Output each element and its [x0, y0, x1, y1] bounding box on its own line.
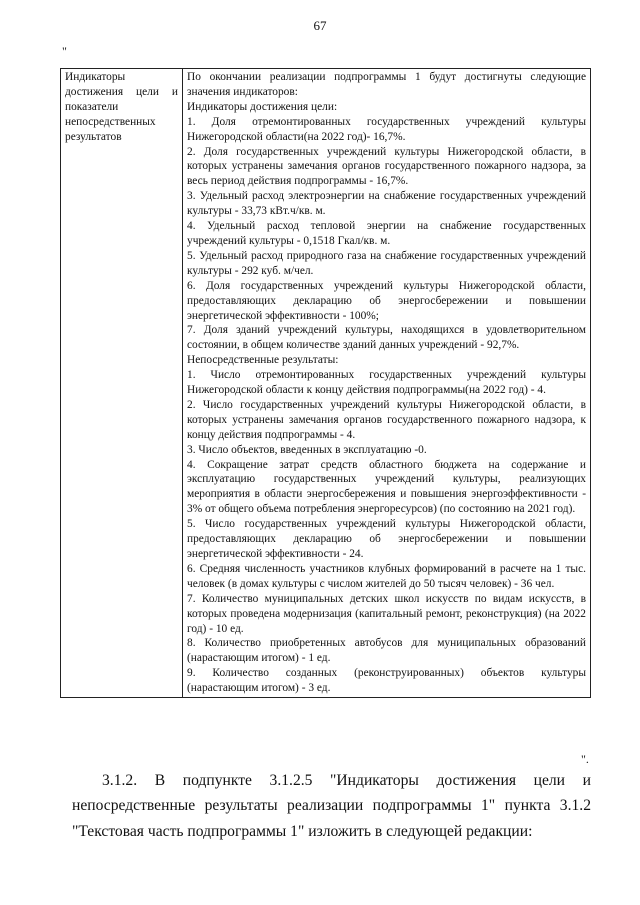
section-heading-goal-indicators: Индикаторы достижения цели: [187, 100, 338, 113]
direct-result-item: 7. Количество муниципальных детских школ искусств по видам искусств, в которых проведена модернизация (капитальный ремонт, реконструкция) (на 2022 год) - 10 ед. [187, 592, 586, 635]
direct-result-item: 8. Количество приобретенных автобусов для муниципальных образований (нарастающим итогом) - 1 ед. [187, 637, 586, 665]
goal-indicator-item: 4. Удельный расход тепловой энергии на снабжение государственных учреждений культуры - 0,1518 Гкал/кв. м. [187, 220, 586, 247]
row-content-cell [183, 69, 591, 698]
opening-quote: " [62, 44, 67, 58]
direct-result-item: 4. Сокращение затрат средств областного бюджета на содержание и эксплуатацию государственных учреждений культуры, реализующих мероприятия в области энергосбережения и повышения энергоэффективности - 3% от общего объема потребления энергоресурсов) (по состоянию на 2021 год). [187, 458, 586, 516]
goal-indicator-item: 2. Доля государственных учреждений культуры Нижегородской области, в которых устранены замечания органов государственного пожарного надзора, за весь период действия подпрограммы - 16,7%. [187, 145, 586, 188]
goal-indicator-item: 7. Доля зданий учреждений культуры, находящихся в удовлетворительном состоянии, в общем количестве зданий данных учреждений - 92,7%. [187, 324, 586, 352]
direct-result-item: 2. Число государственных учреждений культуры Нижегородской области, в которых устранены замечания органов государственного пожарного надзора, к концу действия подпрограммы - 4. [187, 398, 586, 441]
direct-result-item: 3. Число объектов, введенных в эксплуатацию -0. [187, 443, 427, 456]
indicators-table [60, 68, 591, 698]
section-heading-direct-results: Непосредственные результаты: [187, 354, 339, 367]
direct-result-item: 5. Число государственных учреждений культуры Нижегородской области, предоставляющих декларацию об энергосбережении и повышении энергетической эффективности - 24. [187, 518, 586, 560]
goal-indicator-item: 6. Доля государственных учреждений культуры Нижегородской области, предоставляющих декларацию об энергосбережении и повышении энергетической эффективности - 100%; [187, 279, 586, 322]
amendment-paragraph: 3.1.2. В подпункте 3.1.2.5 "Индикаторы достижения цели и непосредственные результаты реализации подпрограммы 1" пункта 3.1.2 "Текстовая часть подпрограммы 1" изложить в следующей редакции: [72, 772, 591, 840]
direct-result-item: 9. Количество созданных (реконструированных) объектов культуры (нарастающим итогом) - 3 ед. [187, 667, 586, 695]
goal-indicator-item: 5. Удельный расход природного газа на снабжение государственных учреждений культуры - 292 куб. м/чел. [187, 249, 586, 277]
goal-indicator-item: 1. Доля отремонтированных государственных учреждений культуры Нижегородской области(на 2022 год)- 16,7%. [187, 115, 586, 143]
closing-quote: ". [581, 752, 589, 766]
row-label-cell: Индикаторы достижения цели и показатели непосредственных результатов [61, 69, 183, 698]
intro-text: По окончании реализации подпрограммы 1 будут достигнуты следующие значения индикаторов: [187, 71, 586, 98]
direct-result-item: 1. Число отремонтированных государственных учреждений культуры Нижегородской области к концу действия подпрограммы(на 2022 год) - 4. [187, 369, 586, 397]
direct-result-item: 6. Средняя численность участников клубных формирований в расчете на 1 тыс. человек (в домах культуры с числом жителей до 50 тысяч человек) - 36 чел. [187, 562, 586, 590]
table-row [61, 69, 591, 698]
page-number: 67 [313, 18, 327, 33]
goal-indicator-item: 3. Удельный расход электроэнергии на снабжение государственных учреждений культуры - 33,73 кВт.ч/кв. м. [187, 190, 586, 218]
